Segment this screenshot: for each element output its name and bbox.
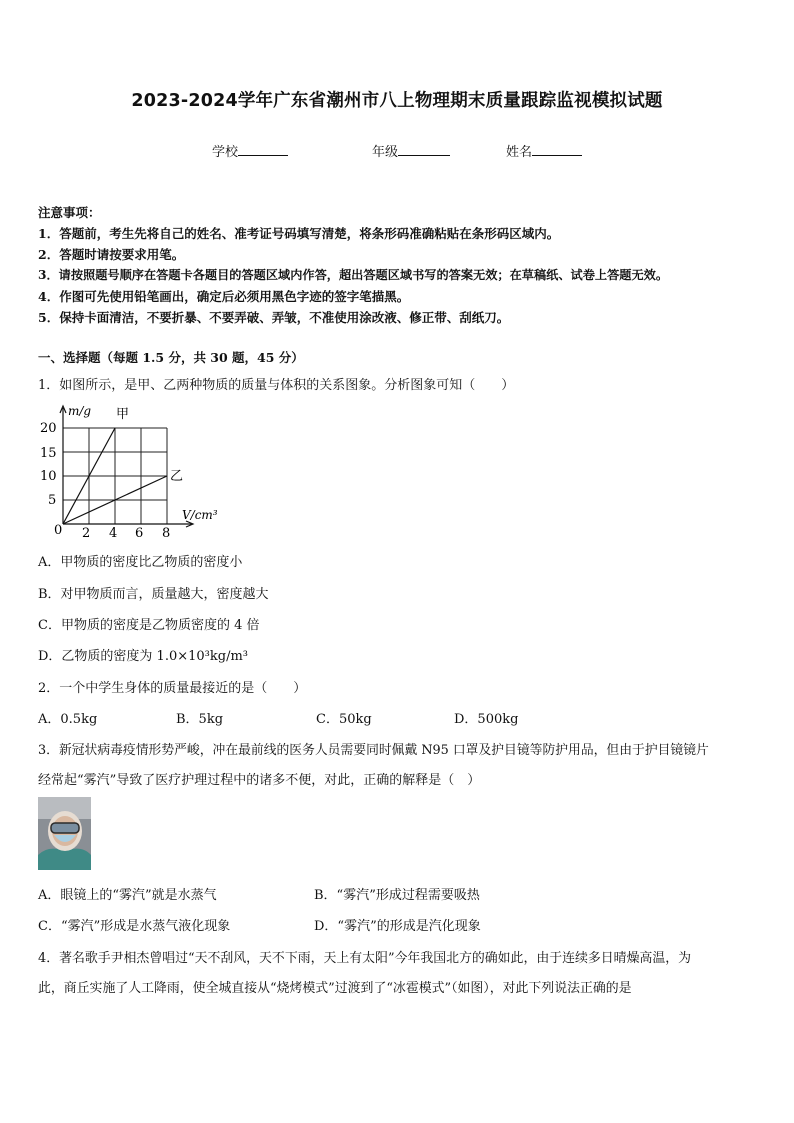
x-tick-label: 6	[135, 526, 144, 541]
question-4-stem-line1: 4．著名歌手尹相杰曾唱过“天不刮风，天不下雨，天上有太阳”今年我国北方的确如此，由于连续多日晴燥高温，为	[38, 951, 692, 966]
q2-option-b: B．5kg	[176, 712, 224, 727]
mass-volume-graph	[36, 402, 226, 542]
x-tick-label: 8	[162, 526, 171, 541]
q1-option-b: B．对甲物质而言，质量越大，密度越大	[38, 587, 269, 602]
note-item: 5．保持卡面清洁，不要折暴、不要弄破、弄皱，不准使用涂改液、修正带、刮纸刀。	[38, 310, 510, 325]
school-blank	[238, 142, 288, 156]
q3-option-a: A．眼镜上的“雾汽”就是水蒸气	[38, 888, 217, 903]
question-4-stem-line2: 此，商丘实施了人工降雨，使全城直接从“烧烤模式”过渡到了“冰雹模式”（如图），对此下列说法正确的是	[38, 981, 632, 996]
y-axis-label: m/g	[68, 404, 92, 418]
series-label-jia: 甲	[116, 407, 130, 422]
y-tick-label: 5	[48, 493, 57, 508]
photo-gown	[38, 849, 91, 870]
q1-option-c: C．甲物质的密度是乙物质密度的 4 倍	[38, 618, 260, 633]
question-3-stem-line1: 3．新冠状病毒疫情形势严峻，冲在最前线的医务人员需要同时佩戴 N95 口罩及护目镜等防护用品，但由于护目镜镜片	[38, 743, 709, 758]
x-tick-label: 2	[82, 526, 91, 541]
notes-heading: 注意事项：	[38, 205, 101, 220]
q2-option-a: A．0.5kg	[38, 712, 98, 727]
origin-label: 0	[54, 523, 63, 538]
name-label: 姓名	[506, 145, 533, 160]
y-tick-label: 10	[40, 469, 57, 484]
photo-goggles	[51, 823, 79, 833]
note-item: 1．答题前，考生先将自己的姓名、准考证号码填写清楚，将条形码准确粘贴在条形码区域内。	[38, 226, 560, 241]
q2-option-d: D．500kg	[454, 712, 519, 727]
note-item: 4．作图可先使用铅笔画出，确定后必须用黑色字迹的签字笔描黑。	[38, 289, 410, 304]
question-1-stem: 1．如图所示，是甲、乙两种物质的质量与体积的关系图象。分析图象可知（ ）	[38, 378, 515, 393]
name-field	[506, 141, 582, 160]
q3-option-c: C．“雾汽”形成是水蒸气液化现象	[38, 919, 231, 934]
series-label-yi: 乙	[170, 469, 184, 484]
section-heading: 一、选择题（每题 1.5 分，共 30 题，45 分）	[38, 350, 304, 365]
name-blank	[532, 142, 582, 156]
q3-option-b: B．“雾汽”形成过程需要吸热	[314, 888, 480, 903]
y-tick-label: 15	[40, 446, 57, 461]
x-tick-label: 4	[109, 526, 118, 541]
note-item: 3．请按照题号顺序在答题卡各题目的答题区域内作答，超出答题区域书写的答案无效；在草稿纸、试卷上答题无效。	[38, 268, 669, 282]
grade-field	[372, 141, 450, 160]
school-label: 学校	[212, 145, 239, 160]
exam-title: 2023-2024学年广东省潮州市八上物理期末质量跟踪监视模拟试题	[131, 91, 663, 111]
question-2-stem: 2．一个中学生身体的质量最接近的是（ ）	[38, 681, 307, 696]
graph-grid	[63, 428, 167, 524]
q1-option-a: A．甲物质的密度比乙物质的密度小	[38, 555, 243, 570]
y-tick-label: 20	[40, 421, 57, 436]
grade-label: 年级	[372, 145, 399, 160]
school-field	[212, 141, 288, 160]
x-axis-label: V/cm³	[182, 508, 218, 522]
medic-goggles-photo	[38, 797, 91, 870]
question-3-stem-line2: 经常起“雾汽”导致了医疗护理过程中的诸多不便，对此，正确的解释是（ ）	[38, 773, 481, 788]
q1-option-d: D．乙物质的密度为 1.0×10³kg/m³	[38, 649, 248, 664]
q2-option-c: C．50kg	[316, 712, 372, 727]
q3-option-d: D．“雾汽”的形成是汽化现象	[314, 919, 481, 934]
note-item: 2．答题时请按要求用笔。	[38, 247, 185, 262]
graph-axes	[60, 406, 193, 527]
grade-blank	[398, 142, 450, 156]
